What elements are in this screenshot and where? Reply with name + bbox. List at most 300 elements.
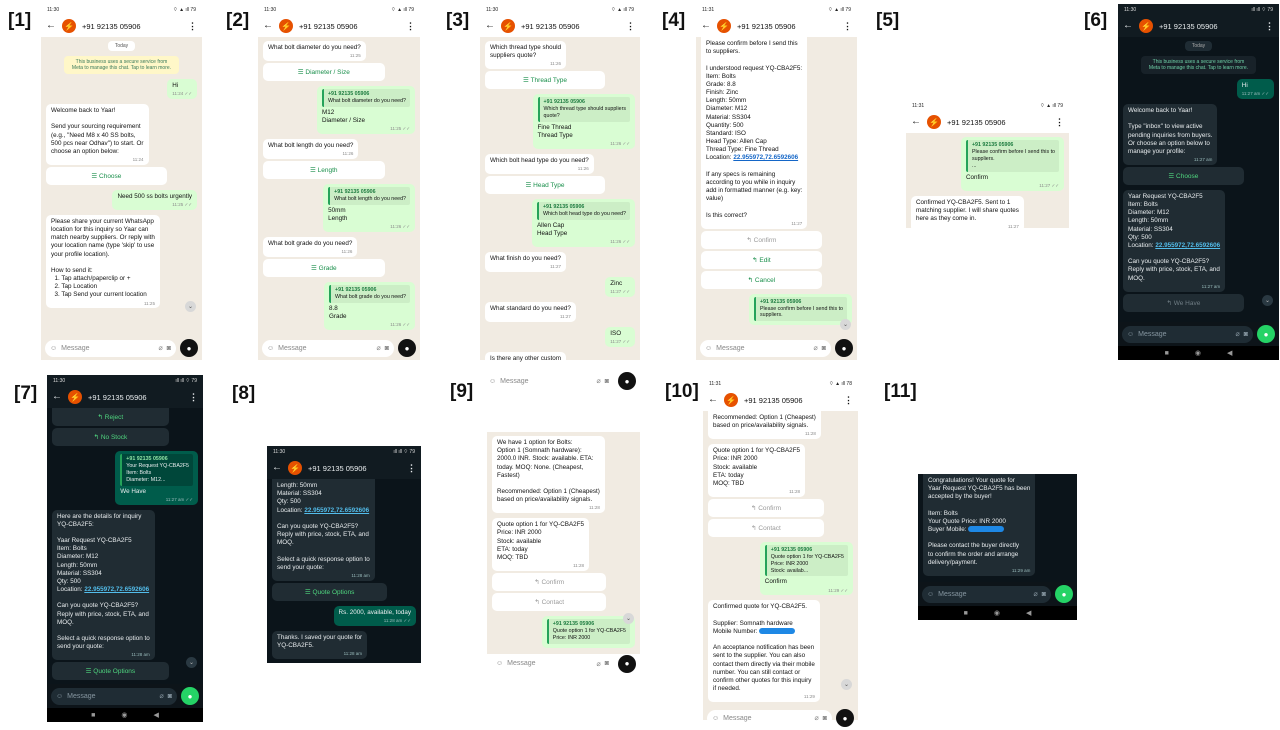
status-bar bbox=[906, 100, 1069, 111]
screen-10 bbox=[703, 378, 858, 723]
quoted-sender: +91 92135 05906 bbox=[334, 188, 376, 195]
attach-icon[interactable]: ⌀ bbox=[596, 660, 601, 668]
thread-type-button[interactable]: ☰ Thread Type bbox=[485, 71, 605, 89]
back-arrow-icon[interactable]: ← bbox=[911, 116, 921, 127]
message-text: Fine Thread Thread Type bbox=[537, 123, 573, 139]
quoted-message[interactable] bbox=[322, 89, 410, 107]
quoted-text: Please confirm before I send this to suppliers. ... bbox=[971, 148, 1055, 169]
message-text: 8.8 Grade bbox=[329, 304, 347, 320]
more-options-icon[interactable]: ⋮ bbox=[843, 20, 852, 31]
outgoing-message bbox=[167, 79, 197, 99]
message-input[interactable] bbox=[1122, 326, 1253, 343]
message-time: 11:27 bbox=[791, 220, 803, 226]
emoji-icon[interactable]: ☺ bbox=[489, 377, 497, 385]
message-time: 11:24 ✓✓ bbox=[172, 91, 192, 97]
quoted-sender: +91 92135 05906 bbox=[327, 91, 370, 98]
status-icons: ıll ıll ⌔ 79 bbox=[1251, 6, 1273, 13]
recents-icon[interactable]: ■ bbox=[963, 609, 968, 617]
avatar[interactable]: ⚡ bbox=[724, 393, 738, 407]
message-text: Confirm bbox=[965, 173, 989, 181]
screen-3 bbox=[480, 4, 640, 386]
quoted-sender: +91 92135 05906 bbox=[552, 620, 595, 627]
incoming-message bbox=[911, 196, 1024, 232]
chat-header bbox=[41, 15, 202, 37]
camera-icon[interactable]: ◙ bbox=[166, 344, 171, 352]
screen-6 bbox=[1118, 4, 1279, 360]
label-8: [8] bbox=[232, 383, 256, 404]
mic-icon[interactable]: ● bbox=[618, 372, 636, 390]
incoming-message bbox=[263, 139, 358, 159]
contact-name[interactable]: +91 92135 05906 bbox=[1159, 21, 1218, 31]
incoming-message bbox=[485, 302, 576, 322]
encryption-notice[interactable]: This business uses a secure service from Meta to manage this chat. Tap to learn more. bbox=[64, 56, 179, 74]
composer bbox=[258, 336, 420, 360]
message-text: Please share your current WhatsApp location for this inquiry so Yaar can match nearby suppliers. Or reply with your location name (type 'skip' to use your profile location). How to send it: 1. Tap attach/paperclip or + 2. Tap Location 3. Tap Send your current location bbox=[51, 217, 155, 299]
quoted-text: Please confirm before I send this to suppliers. bbox=[759, 305, 843, 319]
scroll-down-icon[interactable]: ⌄ bbox=[623, 613, 634, 624]
back-nav-icon[interactable]: ◀ bbox=[1226, 350, 1233, 357]
recents-icon[interactable]: ■ bbox=[1164, 349, 1169, 357]
camera-icon[interactable]: ◙ bbox=[822, 714, 827, 722]
message-input[interactable] bbox=[262, 340, 394, 357]
chat-area bbox=[906, 133, 1069, 236]
back-arrow-icon[interactable]: ← bbox=[701, 20, 711, 31]
message-text: We Have bbox=[120, 487, 147, 495]
message-text: Yaar Request YQ-CBA2F5 Item: Bolts Diameter: M12 Length: 50mm Material: SS304 Qty: 500 Location: bbox=[1128, 192, 1203, 249]
message-time: 11:26 bbox=[577, 166, 589, 172]
location-link[interactable]: 22.955972,72.6592606 bbox=[1155, 241, 1221, 249]
mic-icon[interactable]: ● bbox=[1055, 585, 1073, 603]
incoming-message bbox=[46, 104, 149, 165]
message-text-cont: Please contact the buyer directly to confirm the order and arrange delivery/payment. bbox=[928, 542, 1020, 566]
message-text: Confirmed YQ-CBA2F5. Sent to 1 matching supplier. I will share quotes here as they come in. bbox=[916, 198, 1019, 222]
attach-icon[interactable]: ⌀ bbox=[1033, 591, 1038, 598]
back-nav-icon[interactable]: ◀ bbox=[153, 712, 159, 720]
status-time: 11:30 bbox=[1124, 6, 1137, 13]
status-bar bbox=[480, 4, 640, 15]
message-placeholder: Message bbox=[1138, 330, 1167, 338]
quote-options-button[interactable]: ☰ Quote Options bbox=[272, 583, 387, 601]
message-text: Is there any other custom bbox=[490, 355, 562, 363]
incoming-message bbox=[708, 444, 805, 497]
mic-icon[interactable]: ● bbox=[836, 709, 854, 727]
outgoing-reply bbox=[749, 294, 852, 326]
encryption-notice[interactable]: This business uses a secure service from Meta to manage this chat. Tap to learn more. bbox=[1141, 56, 1256, 74]
composer bbox=[696, 336, 857, 360]
label-1: [1] bbox=[8, 10, 32, 31]
message-time: 11:28 am ✓✓ bbox=[383, 617, 411, 623]
status-icons: ⌔ ▲ ıll 79 bbox=[173, 6, 196, 13]
attach-icon[interactable]: ⌀ bbox=[1235, 331, 1240, 338]
mic-icon[interactable]: ● bbox=[180, 339, 198, 357]
more-options-icon[interactable]: ⋮ bbox=[844, 394, 853, 405]
status-icons: ıll ıll ⌔ 79 bbox=[175, 377, 197, 384]
mic-icon[interactable]: ● bbox=[398, 339, 416, 357]
reject-button[interactable]: ↰ Reject bbox=[52, 408, 169, 426]
contact-button[interactable]: ↰ Contact bbox=[492, 593, 606, 611]
home-icon[interactable]: ◉ bbox=[121, 712, 128, 720]
chat-header bbox=[267, 457, 421, 479]
message-input[interactable] bbox=[922, 586, 1051, 603]
more-options-icon[interactable]: ⋮ bbox=[626, 20, 635, 31]
message-input[interactable] bbox=[700, 340, 831, 357]
message-text: Here are the details for inquiry YQ-CBA2F5: Yaar Request YQ-CBA2F5 Item: Bolts Diameter: M12 Length: 50mm Material: SS304 Qty: 500 Location: bbox=[57, 512, 142, 594]
quoted-message[interactable] bbox=[537, 202, 630, 220]
choose-button[interactable]: ☰ Choose bbox=[1123, 167, 1244, 185]
message-text: Welcome back to Yaar! Type "inbox" to view active pending inquiries from buyers. Or choose an option below to manage your profile: bbox=[1128, 107, 1213, 155]
location-link[interactable]: 22.955972,72.6592606 bbox=[304, 506, 370, 514]
status-icons: ⌔ ▲ ıll 79 bbox=[611, 6, 634, 13]
screen-4 bbox=[696, 4, 857, 360]
incoming-message bbox=[272, 631, 367, 659]
quoted-text: Which bolt head type do you need? bbox=[542, 210, 626, 217]
grade-button[interactable]: ☰ Grade bbox=[263, 259, 385, 277]
message-time: 11:25 ✓✓ bbox=[390, 126, 410, 132]
message-text-cont: Can you quote YQ-CBA2F5? Reply with price, stock, ETA, and MOQ. bbox=[1128, 258, 1220, 282]
length-button[interactable]: ☰ Length bbox=[263, 161, 385, 179]
back-arrow-icon[interactable]: ← bbox=[46, 20, 56, 31]
chat-area bbox=[487, 432, 640, 652]
more-options-icon[interactable]: ⋮ bbox=[406, 20, 415, 31]
contact-name[interactable]: +91 92135 05906 bbox=[744, 395, 803, 405]
message-input[interactable] bbox=[484, 373, 614, 390]
emoji-icon[interactable]: ☺ bbox=[496, 660, 504, 668]
status-bar bbox=[1118, 4, 1279, 15]
outgoing-message bbox=[112, 190, 197, 210]
status-icons: ⌔ ▲ ıll 79 bbox=[391, 6, 414, 13]
message-time: 11:28 bbox=[573, 563, 585, 569]
mic-icon[interactable]: ● bbox=[618, 655, 636, 673]
emoji-icon[interactable]: ☺ bbox=[927, 590, 935, 598]
message-text-cont: An acceptance notification has been sent to the supplier. You can also contact them directly via their mobile number. You can still contact or confirm other quotes for this inquiry if needed. bbox=[713, 644, 815, 693]
message-text: Congratulations! Your quote for Yaar Request YQ-CBA2F5 has been accepted by the buyer! Item: Bolts Your Quote Price: INR 2000 Buyer Mobile: bbox=[928, 477, 1031, 534]
message-time: 11:26 bbox=[550, 61, 562, 67]
screen-2 bbox=[258, 4, 420, 360]
quoted-message[interactable] bbox=[120, 454, 193, 486]
chat-area bbox=[703, 411, 858, 706]
chat-area bbox=[918, 474, 1077, 582]
screen-11 bbox=[918, 474, 1077, 620]
message-time: 11:28 am bbox=[131, 652, 150, 658]
redacted-phone bbox=[968, 526, 1004, 532]
message-placeholder: Message bbox=[938, 590, 967, 598]
incoming-message bbox=[708, 600, 820, 702]
status-time: 11:30 bbox=[264, 6, 277, 13]
quoted-text: Your Request YQ-CBA2F5 Item: Bolts Diameter: M12... bbox=[126, 462, 189, 483]
contact-name[interactable]: +91 92135 05906 bbox=[737, 21, 796, 31]
avatar[interactable]: ⚡ bbox=[279, 19, 293, 33]
emoji-icon[interactable]: ☺ bbox=[712, 714, 720, 722]
message-time: 11:25 ✓✓ bbox=[172, 202, 192, 208]
message-text: What standard do you need? bbox=[490, 304, 571, 312]
message-time: 11:27 ✓✓ bbox=[1039, 182, 1059, 188]
avatar[interactable]: ⚡ bbox=[927, 115, 941, 129]
incoming-message bbox=[485, 154, 594, 174]
message-time: 11:27 am ✓✓ bbox=[165, 496, 193, 502]
message-text: Confirmed quote for YQ-CBA2F5. Supplier: Somnath hardware Mobile Number: bbox=[713, 603, 808, 635]
composer bbox=[1118, 322, 1279, 346]
back-arrow-icon[interactable]: ← bbox=[52, 391, 62, 402]
message-text: Hi bbox=[172, 82, 179, 89]
home-icon[interactable]: ◉ bbox=[993, 610, 1000, 617]
avatar[interactable]: ⚡ bbox=[68, 390, 82, 404]
screen-7 bbox=[47, 375, 203, 720]
message-text-cont: Can you quote YQ-CBA2F5? Reply with price, stock, ETA, and MOQ. Select a quick response option to send your quote: bbox=[277, 522, 370, 571]
contact-name[interactable]: +91 92135 05906 bbox=[947, 117, 1006, 127]
status-bar bbox=[41, 4, 202, 15]
avatar[interactable]: ⚡ bbox=[288, 461, 302, 475]
location-link[interactable]: 22.955972,72.6592606 bbox=[84, 586, 150, 594]
message-text: Rs. 2000, available, today bbox=[338, 608, 411, 616]
quoted-message[interactable] bbox=[765, 545, 848, 577]
status-bar bbox=[703, 378, 858, 389]
mic-icon[interactable]: ● bbox=[181, 687, 199, 705]
attach-icon[interactable]: ⌀ bbox=[158, 345, 163, 352]
edit-button[interactable]: ↰ Edit bbox=[701, 251, 822, 269]
message-text: Hi bbox=[1241, 82, 1248, 89]
more-options-icon[interactable]: ⋮ bbox=[188, 20, 197, 31]
label-2: [2] bbox=[226, 10, 250, 31]
quoted-text: Which thread type should suppliers quote? bbox=[543, 106, 626, 119]
incoming-message bbox=[485, 41, 566, 69]
chat-header bbox=[1118, 15, 1279, 37]
head-type-button[interactable]: ☰ Head Type bbox=[485, 176, 605, 194]
quoted-message[interactable] bbox=[547, 619, 630, 644]
message-time: 11:28 bbox=[804, 431, 816, 437]
attach-icon[interactable]: ⌀ bbox=[813, 345, 818, 352]
label-4: [4] bbox=[662, 10, 686, 31]
message-input[interactable] bbox=[51, 688, 177, 705]
diameter-button[interactable]: ☰ Diameter / Size bbox=[263, 63, 385, 81]
avatar[interactable]: ⚡ bbox=[62, 19, 76, 33]
message-time: 11:28 bbox=[588, 505, 600, 511]
more-options-icon[interactable]: ⋮ bbox=[189, 391, 198, 402]
message-placeholder: Message bbox=[61, 344, 90, 352]
status-icons: ıll ıll ⌔ 79 bbox=[393, 448, 415, 455]
label-5: [5] bbox=[876, 10, 900, 31]
quoted-text: Quote option 1 for YQ-CBA2F5 Price: INR 2000 bbox=[552, 627, 626, 641]
composer bbox=[480, 369, 640, 393]
outgoing-reply bbox=[533, 94, 635, 149]
message-time: 11:26 ✓✓ bbox=[390, 224, 410, 230]
status-bar bbox=[696, 4, 857, 15]
message-text: Please confirm before I send this to suppliers. I understood request YQ-CBA2F5: Item: Bolts Grade: 8.8 Finish: Zinc Length: 50mm Diameter: M12 Material: SS304 Quantity: 500 Standard: ISO Head Type: Allen Cap Thread Type: Fine Thread Location: bbox=[706, 40, 803, 162]
message-placeholder: Message bbox=[278, 344, 307, 352]
attach-icon[interactable]: ⌀ bbox=[814, 715, 819, 723]
mic-icon[interactable]: ● bbox=[1257, 325, 1275, 343]
camera-icon[interactable]: ◙ bbox=[604, 660, 609, 668]
message-time: 11:26 bbox=[342, 151, 354, 157]
chat-area bbox=[258, 37, 420, 336]
avatar[interactable]: ⚡ bbox=[1139, 19, 1153, 33]
attach-icon[interactable]: ⌀ bbox=[376, 345, 381, 352]
message-text: What bolt grade do you need? bbox=[268, 239, 353, 247]
outgoing-message bbox=[605, 277, 635, 297]
contact-name[interactable]: +91 92135 05906 bbox=[88, 392, 147, 402]
outgoing-reply bbox=[115, 451, 198, 505]
quoted-sender: +91 92135 05906 bbox=[542, 204, 585, 211]
date-chip: Today bbox=[1185, 41, 1212, 51]
date-chip: Today bbox=[108, 41, 135, 51]
composer bbox=[918, 582, 1077, 606]
message-input[interactable] bbox=[491, 655, 614, 672]
scroll-down-icon[interactable]: ⌄ bbox=[840, 319, 851, 330]
no-stock-button[interactable]: ↰ No Stock bbox=[52, 428, 169, 446]
message-time: 11:26 ✓✓ bbox=[390, 322, 410, 328]
back-arrow-icon[interactable]: ← bbox=[263, 20, 273, 31]
back-arrow-icon[interactable]: ← bbox=[272, 462, 282, 473]
avatar[interactable]: ⚡ bbox=[501, 19, 515, 33]
back-nav-icon[interactable]: ◀ bbox=[1025, 610, 1032, 617]
message-time: 11:27 bbox=[559, 314, 571, 320]
choose-button[interactable]: ☰ Choose bbox=[46, 167, 167, 185]
chat-area bbox=[47, 408, 203, 684]
back-arrow-icon[interactable]: ← bbox=[485, 20, 495, 31]
message-placeholder: Message bbox=[716, 344, 745, 352]
message-time: 11:27 ✓✓ bbox=[610, 339, 630, 345]
screen-5 bbox=[906, 100, 1069, 228]
message-time: 11:28 am bbox=[343, 651, 363, 657]
camera-icon[interactable]: ◙ bbox=[1041, 590, 1046, 598]
scroll-down-icon[interactable]: ⌄ bbox=[841, 679, 852, 690]
avatar[interactable]: ⚡ bbox=[717, 19, 731, 33]
quoted-text: What bolt grade do you need? bbox=[335, 293, 406, 300]
camera-icon[interactable]: ◙ bbox=[1243, 330, 1248, 338]
more-options-icon[interactable]: ⋮ bbox=[1265, 20, 1274, 31]
incoming-message bbox=[485, 352, 566, 365]
message-input[interactable] bbox=[45, 340, 176, 357]
camera-icon[interactable]: ◙ bbox=[167, 692, 172, 700]
message-text: Quote option 1 for YQ-CBA2F5 Price: INR 2000 Stock: available ETA: today MOQ: TBD bbox=[497, 521, 585, 561]
contact-name[interactable]: +91 92135 05906 bbox=[299, 21, 358, 31]
scroll-down-icon[interactable]: ⌄ bbox=[186, 657, 197, 668]
message-time: 11:27 bbox=[550, 264, 562, 270]
emoji-icon[interactable]: ☺ bbox=[1127, 330, 1135, 338]
chat-header bbox=[47, 386, 203, 408]
outgoing-message bbox=[605, 327, 635, 347]
chat-header bbox=[480, 15, 640, 37]
outgoing-reply bbox=[324, 282, 415, 330]
contact-name[interactable]: +91 92135 05906 bbox=[308, 463, 367, 473]
message-text: What bolt length do you need? bbox=[268, 141, 354, 149]
emoji-icon[interactable]: ☺ bbox=[56, 692, 64, 700]
quoted-sender: +91 92135 05906 bbox=[770, 546, 813, 553]
chat-area bbox=[696, 37, 857, 336]
message-time: 11:26 bbox=[341, 249, 353, 255]
contact-name[interactable]: +91 92135 05906 bbox=[82, 21, 141, 31]
contact-name[interactable]: +91 92135 05906 bbox=[521, 21, 580, 31]
outgoing-reply bbox=[317, 86, 415, 134]
attach-icon[interactable]: ⌀ bbox=[159, 693, 164, 701]
outgoing-reply bbox=[323, 184, 415, 232]
status-time: 11:30 bbox=[273, 448, 286, 455]
confirm-button[interactable]: ↰ Confirm bbox=[492, 573, 606, 591]
system-nav-bar bbox=[1118, 346, 1279, 360]
message-text: Thanks. I saved your quote for YQ-CBA2F5. bbox=[277, 633, 363, 649]
incoming-message bbox=[46, 215, 160, 309]
message-time: 11:25 bbox=[144, 300, 155, 306]
quoted-message[interactable] bbox=[754, 297, 847, 322]
quoted-message[interactable] bbox=[329, 285, 410, 303]
emoji-icon[interactable]: ☺ bbox=[705, 344, 713, 352]
back-arrow-icon[interactable]: ← bbox=[1123, 20, 1133, 31]
outgoing-reply bbox=[760, 542, 853, 596]
status-time: 11:30 bbox=[486, 6, 499, 13]
status-time: 11:31 bbox=[709, 380, 722, 387]
we-have-button[interactable]: ↰ We Have bbox=[1123, 294, 1244, 312]
scroll-down-icon[interactable]: ⌄ bbox=[185, 301, 196, 312]
camera-icon[interactable]: ◙ bbox=[821, 344, 826, 352]
emoji-icon[interactable]: ☺ bbox=[267, 344, 275, 352]
incoming-message bbox=[923, 474, 1035, 576]
composer bbox=[47, 684, 203, 708]
camera-icon[interactable]: ◙ bbox=[384, 344, 389, 352]
message-time: 11:26 ✓✓ bbox=[610, 141, 630, 147]
message-time: 11:25 bbox=[349, 53, 361, 59]
message-time: 11:28 bbox=[789, 489, 801, 495]
chat-area bbox=[1118, 37, 1279, 322]
confirm-button[interactable]: ↰ Confirm bbox=[701, 231, 822, 249]
message-time: 11:29 bbox=[803, 694, 815, 700]
back-arrow-icon[interactable]: ← bbox=[708, 394, 718, 405]
mic-icon[interactable]: ● bbox=[835, 339, 853, 357]
quoted-message[interactable] bbox=[538, 97, 630, 122]
home-icon[interactable]: ◉ bbox=[1194, 350, 1201, 357]
more-options-icon[interactable]: ⋮ bbox=[1055, 116, 1064, 127]
label-9: [9] bbox=[450, 381, 474, 402]
chat-area bbox=[41, 37, 202, 336]
location-link[interactable]: 22.955972,72.6592606 bbox=[733, 154, 799, 162]
cancel-button[interactable]: ↰ Cancel bbox=[701, 271, 822, 289]
outgoing-message bbox=[334, 606, 416, 626]
status-bar bbox=[267, 446, 421, 457]
message-text: 50mm Length bbox=[328, 206, 348, 222]
message-text: Quote option 1 for YQ-CBA2F5 Price: INR 2000 Stock: available ETA: today MOQ: TBD bbox=[713, 447, 801, 487]
message-time: 11:27 am bbox=[1193, 157, 1213, 163]
message-time: 11:28 am bbox=[351, 572, 370, 578]
quote-options-button[interactable]: ☰ Quote Options bbox=[52, 662, 169, 680]
message-time: 11:29 ✓✓ bbox=[828, 587, 848, 593]
quoted-sender: +91 92135 05906 bbox=[335, 286, 377, 293]
status-bar bbox=[47, 375, 203, 386]
screen-1 bbox=[41, 4, 202, 360]
contact-button[interactable]: ↰ Contact bbox=[708, 519, 824, 537]
message-placeholder: Message bbox=[507, 660, 536, 668]
message-time: 11:29 am bbox=[1011, 567, 1031, 573]
confirm-button[interactable]: ↰ Confirm bbox=[708, 499, 824, 517]
message-input[interactable] bbox=[707, 710, 832, 727]
camera-icon[interactable]: ◙ bbox=[604, 377, 609, 385]
outgoing-reply bbox=[532, 199, 635, 247]
status-time: 11:31 bbox=[702, 6, 715, 13]
scroll-down-icon[interactable]: ⌄ bbox=[1262, 295, 1273, 306]
quoted-sender: +91 92135 05906 bbox=[543, 99, 585, 106]
incoming-message bbox=[485, 252, 566, 272]
quoted-message[interactable] bbox=[966, 140, 1059, 172]
message-text: Which bolt head type do you need? bbox=[490, 157, 589, 164]
status-bar bbox=[258, 4, 420, 15]
chat-area bbox=[480, 37, 640, 369]
message-text: Welcome back to Yaar! Send your sourcing requirement (e.g., "Need M8 x 40 SS bolts, 500 pcs near Odhav") to start. Or choose an option below: bbox=[51, 107, 144, 155]
message-text: Length: 50mm Material: SS304 Qty: 500 Location: bbox=[277, 482, 322, 514]
message-placeholder: Message bbox=[67, 692, 96, 700]
emoji-icon[interactable]: ☺ bbox=[50, 344, 58, 352]
quoted-message[interactable] bbox=[328, 187, 410, 205]
recents-icon[interactable]: ■ bbox=[91, 711, 96, 719]
attach-icon[interactable]: ⌀ bbox=[596, 378, 601, 386]
more-options-icon[interactable]: ⋮ bbox=[407, 462, 416, 473]
message-text: Confirm bbox=[764, 578, 787, 586]
